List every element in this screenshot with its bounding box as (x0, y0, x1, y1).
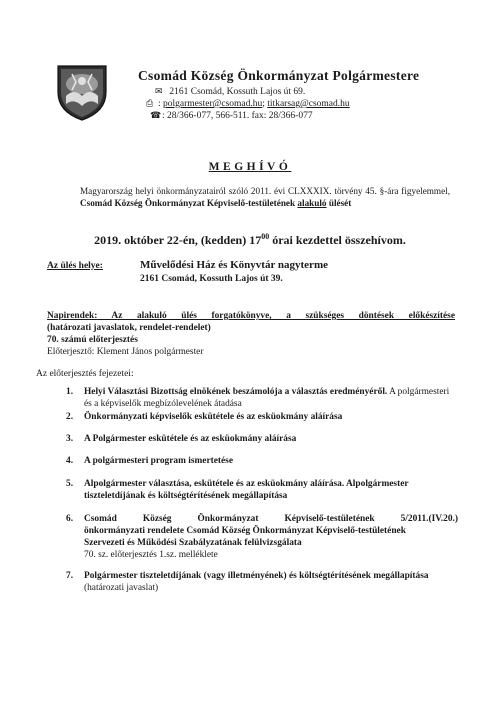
header-phone: : 28/366-077, 566-511. fax: 28/366-077 (162, 111, 313, 121)
item-line-3: Szervezeti és Működési Szabályzatának felülvizsgálata (84, 538, 302, 548)
venue-name: Művelődési Ház és Könyvtár nagyterme (140, 259, 328, 271)
item-number: 7. (66, 571, 74, 581)
agenda-line-2: (határozati javaslatok, rendelet-rendelet) (47, 323, 211, 333)
item-bold-text: Helyi Választási Bizottság elnökének beszámolója a választás eredményéről. (84, 387, 388, 397)
item-bold-text: A polgármesteri program ismertetése (84, 456, 233, 466)
list-item (66, 386, 458, 410)
list-item (66, 478, 458, 502)
item-bold-text: Polgármester tiszteletdíjának (vagy illetményének) és költségtérítésének megállapítása (84, 571, 429, 581)
list-item (66, 455, 458, 467)
list-item (66, 411, 458, 423)
header-address: 2161 Csomád, Kossuth Lajos út 69. (169, 87, 306, 97)
venue-label: Az ülés helye: (47, 261, 103, 271)
email-separator: ; (262, 99, 268, 109)
agenda-label: Napirendek: (47, 311, 98, 321)
agenda-line-4: Előterjesztő: Klement János polgármester (47, 347, 204, 357)
header-phone-line (150, 110, 313, 121)
intro-bold-end: ülését (326, 198, 352, 208)
item-normal-text: (határozati javaslat) (84, 583, 159, 593)
agenda-block (47, 310, 455, 358)
org-title: Csomád Község Önkormányzat Polgármestere (138, 68, 420, 83)
item-bold-text: A Polgármester eskütétele és az esküokmány aláírása (84, 434, 297, 444)
intro-text: Magyarország helyi önkormányzatairól szóló 2011. évi CLXXXIX. törvény 45. §-ára figyelemmel, (80, 186, 450, 196)
item-number: 2. (66, 412, 74, 422)
item-number: 4. (66, 456, 74, 466)
items-intro: Az előterjesztés fejezetei: (36, 369, 134, 379)
intro-bold-underlined: alakuló (297, 198, 327, 208)
document-title: MEGHÍVÓ (208, 161, 292, 173)
item-bold-text: Önkormányzati képviselők eskütétele és az esküokmány aláírása (84, 412, 343, 422)
item-normal-text: A polgármesteri és a képviselők megbízólevelének átadása (84, 387, 450, 409)
item-number: 6. (66, 514, 74, 524)
header-address-line (155, 86, 305, 97)
item-number: 5. (66, 479, 74, 489)
telephone-icon: ☎ (150, 110, 162, 120)
meeting-datetime (0, 232, 500, 248)
list-item (66, 433, 458, 445)
item-line-4: 70. sz. előterjesztés 1.sz. melléklete (84, 550, 218, 560)
item-number: 3. (66, 434, 74, 444)
email-primary-link[interactable]: polgarmester@csomad.hu (163, 99, 263, 109)
printer-icon: ⎙ (146, 98, 154, 108)
intro-bold-text: Csomád Község Önkormányzat Képviselő-testületének (80, 198, 298, 208)
agenda-line1-rest: Az alakuló ülés forgatókönyve, a szükséges döntések előkészítése (97, 311, 455, 321)
envelope-icon: ✉ (155, 86, 163, 96)
venue-address: 2161 Csomád, Kossuth Lajos út 39. (140, 274, 283, 284)
item-bold-text: Alpolgármester választása, eskütétele és az esküokmány aláírása. Alpolgármester tiszteletdíjának és költségtérítésének megállapítása (84, 479, 409, 501)
email-secondary-link[interactable]: titkarsag@csomad.hu (267, 99, 350, 109)
item-line-2: önkormányzati rendelete Csomád Község Önkormányzat Képviselő-testületének (84, 526, 406, 536)
datetime-after: órai kezdettel összehívom. (269, 233, 406, 247)
datetime-superscript: 00 (261, 232, 270, 241)
item-line-1: Csomád Község Önkormányzat Képviselő-testületének 5/2011.(IV.20.) (84, 514, 458, 524)
coat-of-arms-emblem (52, 62, 112, 122)
list-item (66, 570, 458, 594)
datetime-before: 2019. október 22-én, (kedden) 17 (94, 233, 262, 247)
item-number: 1. (66, 387, 74, 397)
list-item (66, 513, 458, 561)
agenda-line-3: 70. számú előterjesztés (47, 335, 138, 345)
agenda-line-1 (47, 310, 455, 322)
header-email-line: ⎙ : polgarmester@csomad.hu; titkarsag@csomad.hu (146, 98, 350, 109)
intro-paragraph (80, 185, 450, 209)
